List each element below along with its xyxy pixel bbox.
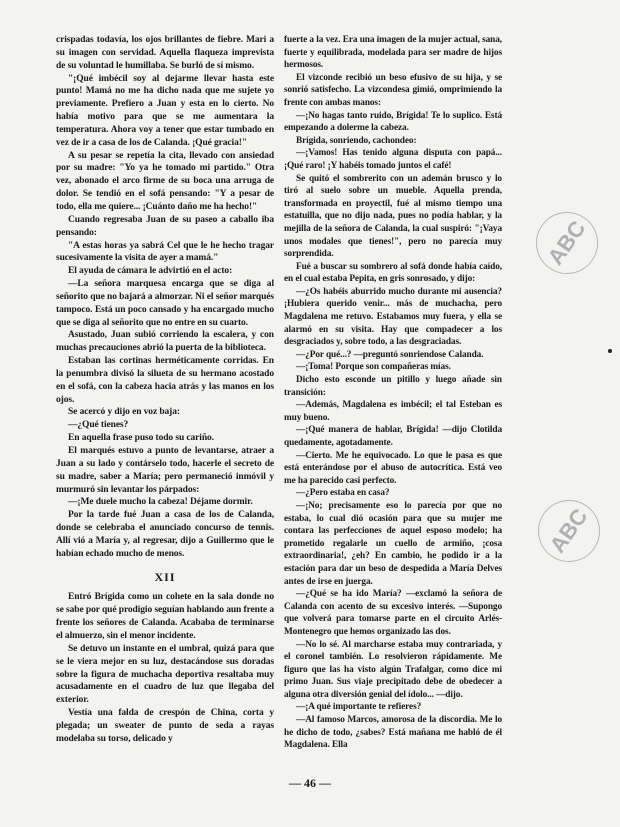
right-column (284, 34, 502, 752)
paragraph: —Además, Magdalena es imbécil; el tal Esteban es muy bueno. (284, 400, 502, 423)
paragraph: "¡Qué imbécil soy al dejarme llevar hasta este punto! Mamá no me ha dicho nada que me sujete yo previamente. Prefiero a Juan y esta en lo cierto. No había motivo para que se me aumentara la temperatura. Ahora voy a tener que estar tumbado en vez de ir a casa de los de Calanda. ¡Qué gracia!" (56, 73, 274, 148)
paragraph: Dicho esto esconde un pitillo y luego añade sin transición: (284, 375, 502, 398)
paragraph: Vestía una falda de crespón de China, corta y plegada; un sweater de punto de seda a rayas modelaba su torso, delicado y (56, 708, 274, 744)
paragraph: Fué a buscar su sombrero al sofá donde había caído, en el cual estaba Pepita, en gris sonrosado, y dijo: (284, 261, 502, 285)
paragraph: Se acercó y dijo en voz baja: (68, 407, 180, 418)
paragraph: —La señora marquesa encarga que se diga al señorito que no bajará a almorzar. Ni el señor marqués tampoco. Está un poco cansado y ha encargado mucho que se diga al señorito que no entre en su cuarto. (56, 279, 274, 328)
margin-dot (608, 349, 612, 353)
paragraph: "A estas horas ya sabrá Cel que le he hecho tragar sucesivamente la visita de ayer a mamá." (56, 240, 274, 264)
paragraph: Brígida, sonriendo, cachondeo: (296, 135, 417, 146)
paragraph: —¿Pero estaba en casa? (296, 488, 390, 499)
paragraph: —¡No; precisamente eso lo parecía por que no estaba, lo cual dió ocasión para que su mujer me contara las perfecciones de aquel esposo modelo; ha prometido regalarle un cuello de armiño, ¡cosa extraordinaria!, ¿eh? En cambio, he podido ir a la estación para dar un beso de despedida a María Delves antes de irse en juerga. (284, 500, 502, 587)
paragraph: —¿Os habéis aburrido mucho durante mi ausencia? ¡Hubiera querido venir... más de muchacha, pero Magdalena me retuvo. Estabamos muy fuera, y ella se alarmó en su visita. Hay que compadecer a los desgraciados y, sobre todo, a las desgraciadas. (284, 286, 502, 348)
paragraph: —¿Qué tienes? (68, 420, 129, 431)
paragraph: El marqués estuvo a punto de levantarse, atraer a Juan a su lado y contárselo todo, hacerle el secreto de su madre, saber a María; pero permaneció inmóvil y murmuró sin levantar los párpados: (56, 446, 274, 495)
abc-watermark: ABC (526, 488, 612, 574)
paragraph: —¡Qué manera de hablar, Brígida! —dijo Clotilda quedamente, agotadamente. (284, 425, 502, 448)
paragraph: Por la tarde fué Juan a casa de los de Calanda, donde se celebraba el anunciado concurso de tennis. Allí vió a María y, al regresar, dijo a Guillermo que le habían echado mucho de menos. (56, 510, 274, 559)
chapter-heading: XII (154, 569, 176, 584)
paragraph: Entró Brígida como un cohete en la sala donde no se sabe por qué prodigio seguían hablando aun frente a frente los señores de Calanda. Acababa de terminarse el almuerzo, sin el menor incidente. (56, 592, 274, 641)
abc-watermark: ABC (524, 200, 610, 286)
paragraph: El ayuda de cámara le advirtió en el acto: (68, 266, 233, 277)
paragraph: —¡Vamos! Has tenido alguna disputa con papá... ¡Qué raro! ¡Y habéis tomado juntos el café! (284, 148, 502, 171)
paragraph: Se detuvo un instante en el umbral, quizá para que se le viera mejor en su luz, destacándose sus doradas sobre la figura de muchacha deportiva resaltaba muy acusadamente en el cuadro de luz que llegaba del exterior. (56, 643, 274, 706)
paragraph: Asustado, Juan subió corriendo la escalera, y con muchas precauciones abrió la puerta de la biblioteca. (56, 330, 274, 354)
paragraph: A su pesar se repetía la cita, llevado con ansiedad por su madre: "Yo ya he tomado mi partido." Otra vez, abonado el arco firme de su boca una arruga de dolor. Se tendió en el sofá pensando: "Y a pesar de todo, ella me quiere... ¡Cuánto daño me ha hecho!" (56, 150, 274, 212)
paragraph: —Al famoso Marcos, amorosa de la discordia. Me lo he dicho de todo, ¿sabes? Está mañana me habló de él Magdalena. Ella (284, 715, 502, 751)
paragraph: Estaban las cortinas herméticamente corridas. En la penumbra divisó la silueta de su hermano acostado en el sofá, con la cabeza hacia atrás y las manos en los ojos. (56, 356, 274, 405)
paragraph: Cuando regresaba Juan de su paseo a caballo iba pensando: (56, 214, 274, 238)
paragraph: —Cierto. Me he equivocado. Lo que le pasa es que está enterándose por el abuso de autocrítica. Está veo me ha parecido casi perfecto. (284, 450, 502, 486)
paragraph: El vizconde recibió un beso efusivo de su hija, y se sonrió satisfecho. La vizcondesa gimió, omprimiendo la frente con ambas manos: (284, 72, 502, 108)
paragraph: —¡Toma! Porque son compañeras mías. (296, 362, 451, 373)
paragraph: —¿Por qué...? —preguntó sonriendose Calanda. (296, 349, 484, 360)
paragraph: —¡Me duele mucho la cabeza! Déjame dormir. (68, 497, 253, 508)
paragraph: crispadas todavía, los ojos brillantes de fiebre. Mari a su imagen con servidad. Aquella flaqueza imprevista de su voluntad le humillaba. Se burló de sí mismo. (56, 35, 274, 71)
left-column (56, 34, 274, 746)
page-number: — 46 — (289, 776, 331, 790)
paragraph: —¡A qué importante te refieres? (296, 702, 422, 713)
paragraph: En aquella frase puso todo su cariño. (68, 433, 214, 444)
paragraph: —¡No hagas tanto ruido, Brígida! Te lo suplico. Está empezando a dolerme la cabeza. (284, 110, 502, 134)
paragraph: fuerte a la vez. Era una imagen de la mujer actual, sana, fuerte y equilibrada, modelada para ser madre de hijos hermosos. (284, 35, 502, 71)
paragraph: —No lo sé. Al marcharse estaba muy contrariada, y el coronel también. Lo resolvieron rápidamente. Me figuro que las ha visto algún Trafalgar, como dice mi primo Juan. Sus viaje precipitado debe de obedecer a alguna otra diversión genial del ídolo... —dijo. (284, 639, 502, 700)
paragraph: —¿Qué se ha ido María? —exclamó la señora de Calanda con acento de su excesivo interés. —Supongo que volverá para tomarse parte en el circuito Arlés-Montenegro que hemos organizado las dos. (284, 589, 502, 637)
paragraph: Se quitó el sombrerito con un ademán brusco y lo tiró al suelo sobre un mueble. Aquella prenda, transformada en proyectil, fué al mismo tiempo una estatuilla, que no dijo nada, pues no podía hablar, y la mejilla de la señora de Calanda, la cual suspiró: "¡Vaya unos modales que tienes!", pero no parecía muy sorprendida. (284, 173, 502, 260)
